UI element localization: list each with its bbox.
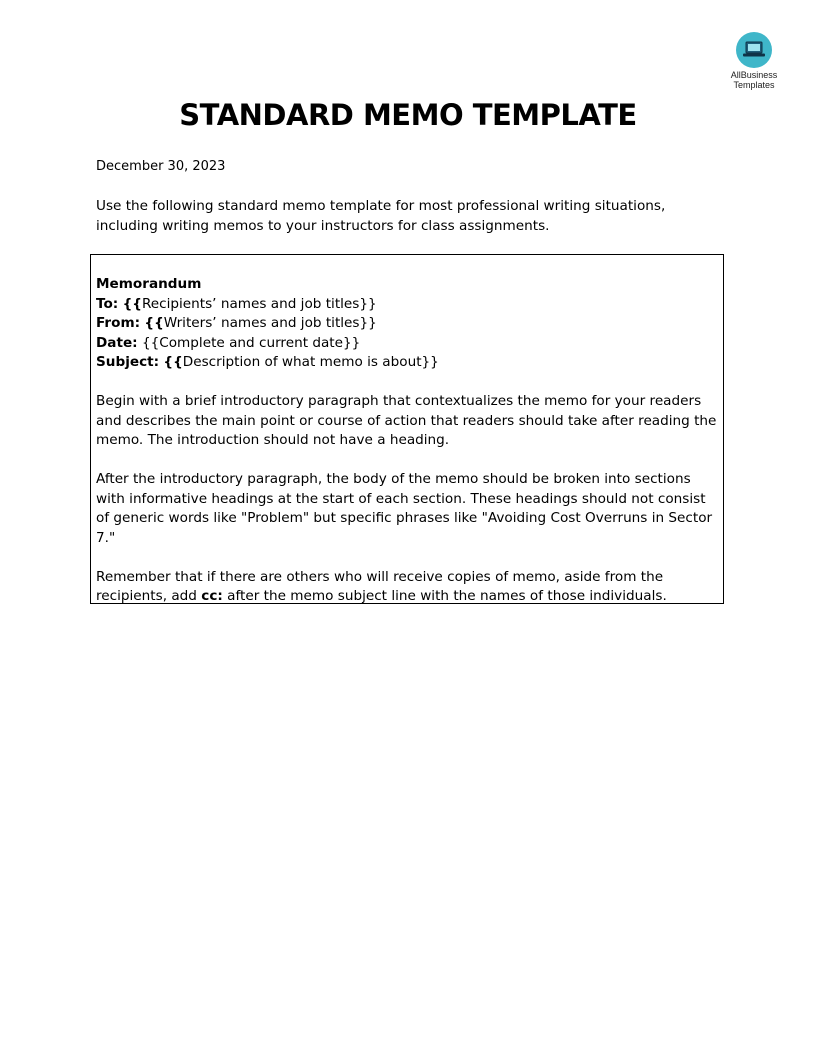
memo-heading: Memorandum <box>96 276 202 292</box>
subject-open-brace: {{ <box>163 354 183 370</box>
memo-to-line <box>96 295 718 315</box>
memo-template-box <box>90 254 724 604</box>
to-value: Recipients’ names and job titles}} <box>141 295 377 312</box>
to-label: To: <box>96 295 119 312</box>
subject-value: Description of what memo is about}} <box>182 354 439 370</box>
memo-paragraph-body: After the introductory paragraph, the body of the memo should be broken into sections with informative headings at the start of each section. These headings should not consist of generic words like "Problem" but specific phrases like "Avoiding Cost Overruns in Sector 7." <box>96 471 713 546</box>
memo-paragraph-cc <box>96 568 718 607</box>
logo-text-line1: AllBusiness <box>730 70 778 80</box>
memo-paragraph-intro: Begin with a brief introductory paragraph that contextualizes the memo for your readers and describes the main point or course of action that readers should take after reading the memo. The introduction should not have a heading. <box>96 393 717 448</box>
to-open-brace: {{ <box>122 295 142 312</box>
logo-text-line2: Templates <box>733 80 775 90</box>
laptop-icon <box>736 32 772 68</box>
intro-paragraph: Use the following standard memo template for most professional writing situations, including writing memos to your instructors for class assignments. <box>96 198 666 234</box>
document-date: December 30, 2023 <box>96 159 226 174</box>
memo-subject-line <box>96 353 718 373</box>
cc-label: cc: <box>201 588 223 604</box>
date-label: Date: <box>96 334 138 351</box>
cc-text-start: Remember that if there are others who will receive copies of memo, aside from the recipients, add <box>96 568 664 604</box>
memo-from-line <box>96 314 718 334</box>
page-title: STANDARD MEMO TEMPLATE <box>179 98 637 132</box>
subject-label: Subject: <box>96 354 160 370</box>
from-value: Writers’ names and job titles}} <box>163 315 377 331</box>
from-label: From: <box>96 315 141 331</box>
memo-date-line <box>96 334 718 354</box>
cc-text-end: after the memo subject line with the names of those individuals. <box>222 588 667 604</box>
brand-logo <box>722 32 786 90</box>
date-value: {{Complete and current date}} <box>141 334 361 351</box>
from-open-brace: {{ <box>144 315 164 331</box>
